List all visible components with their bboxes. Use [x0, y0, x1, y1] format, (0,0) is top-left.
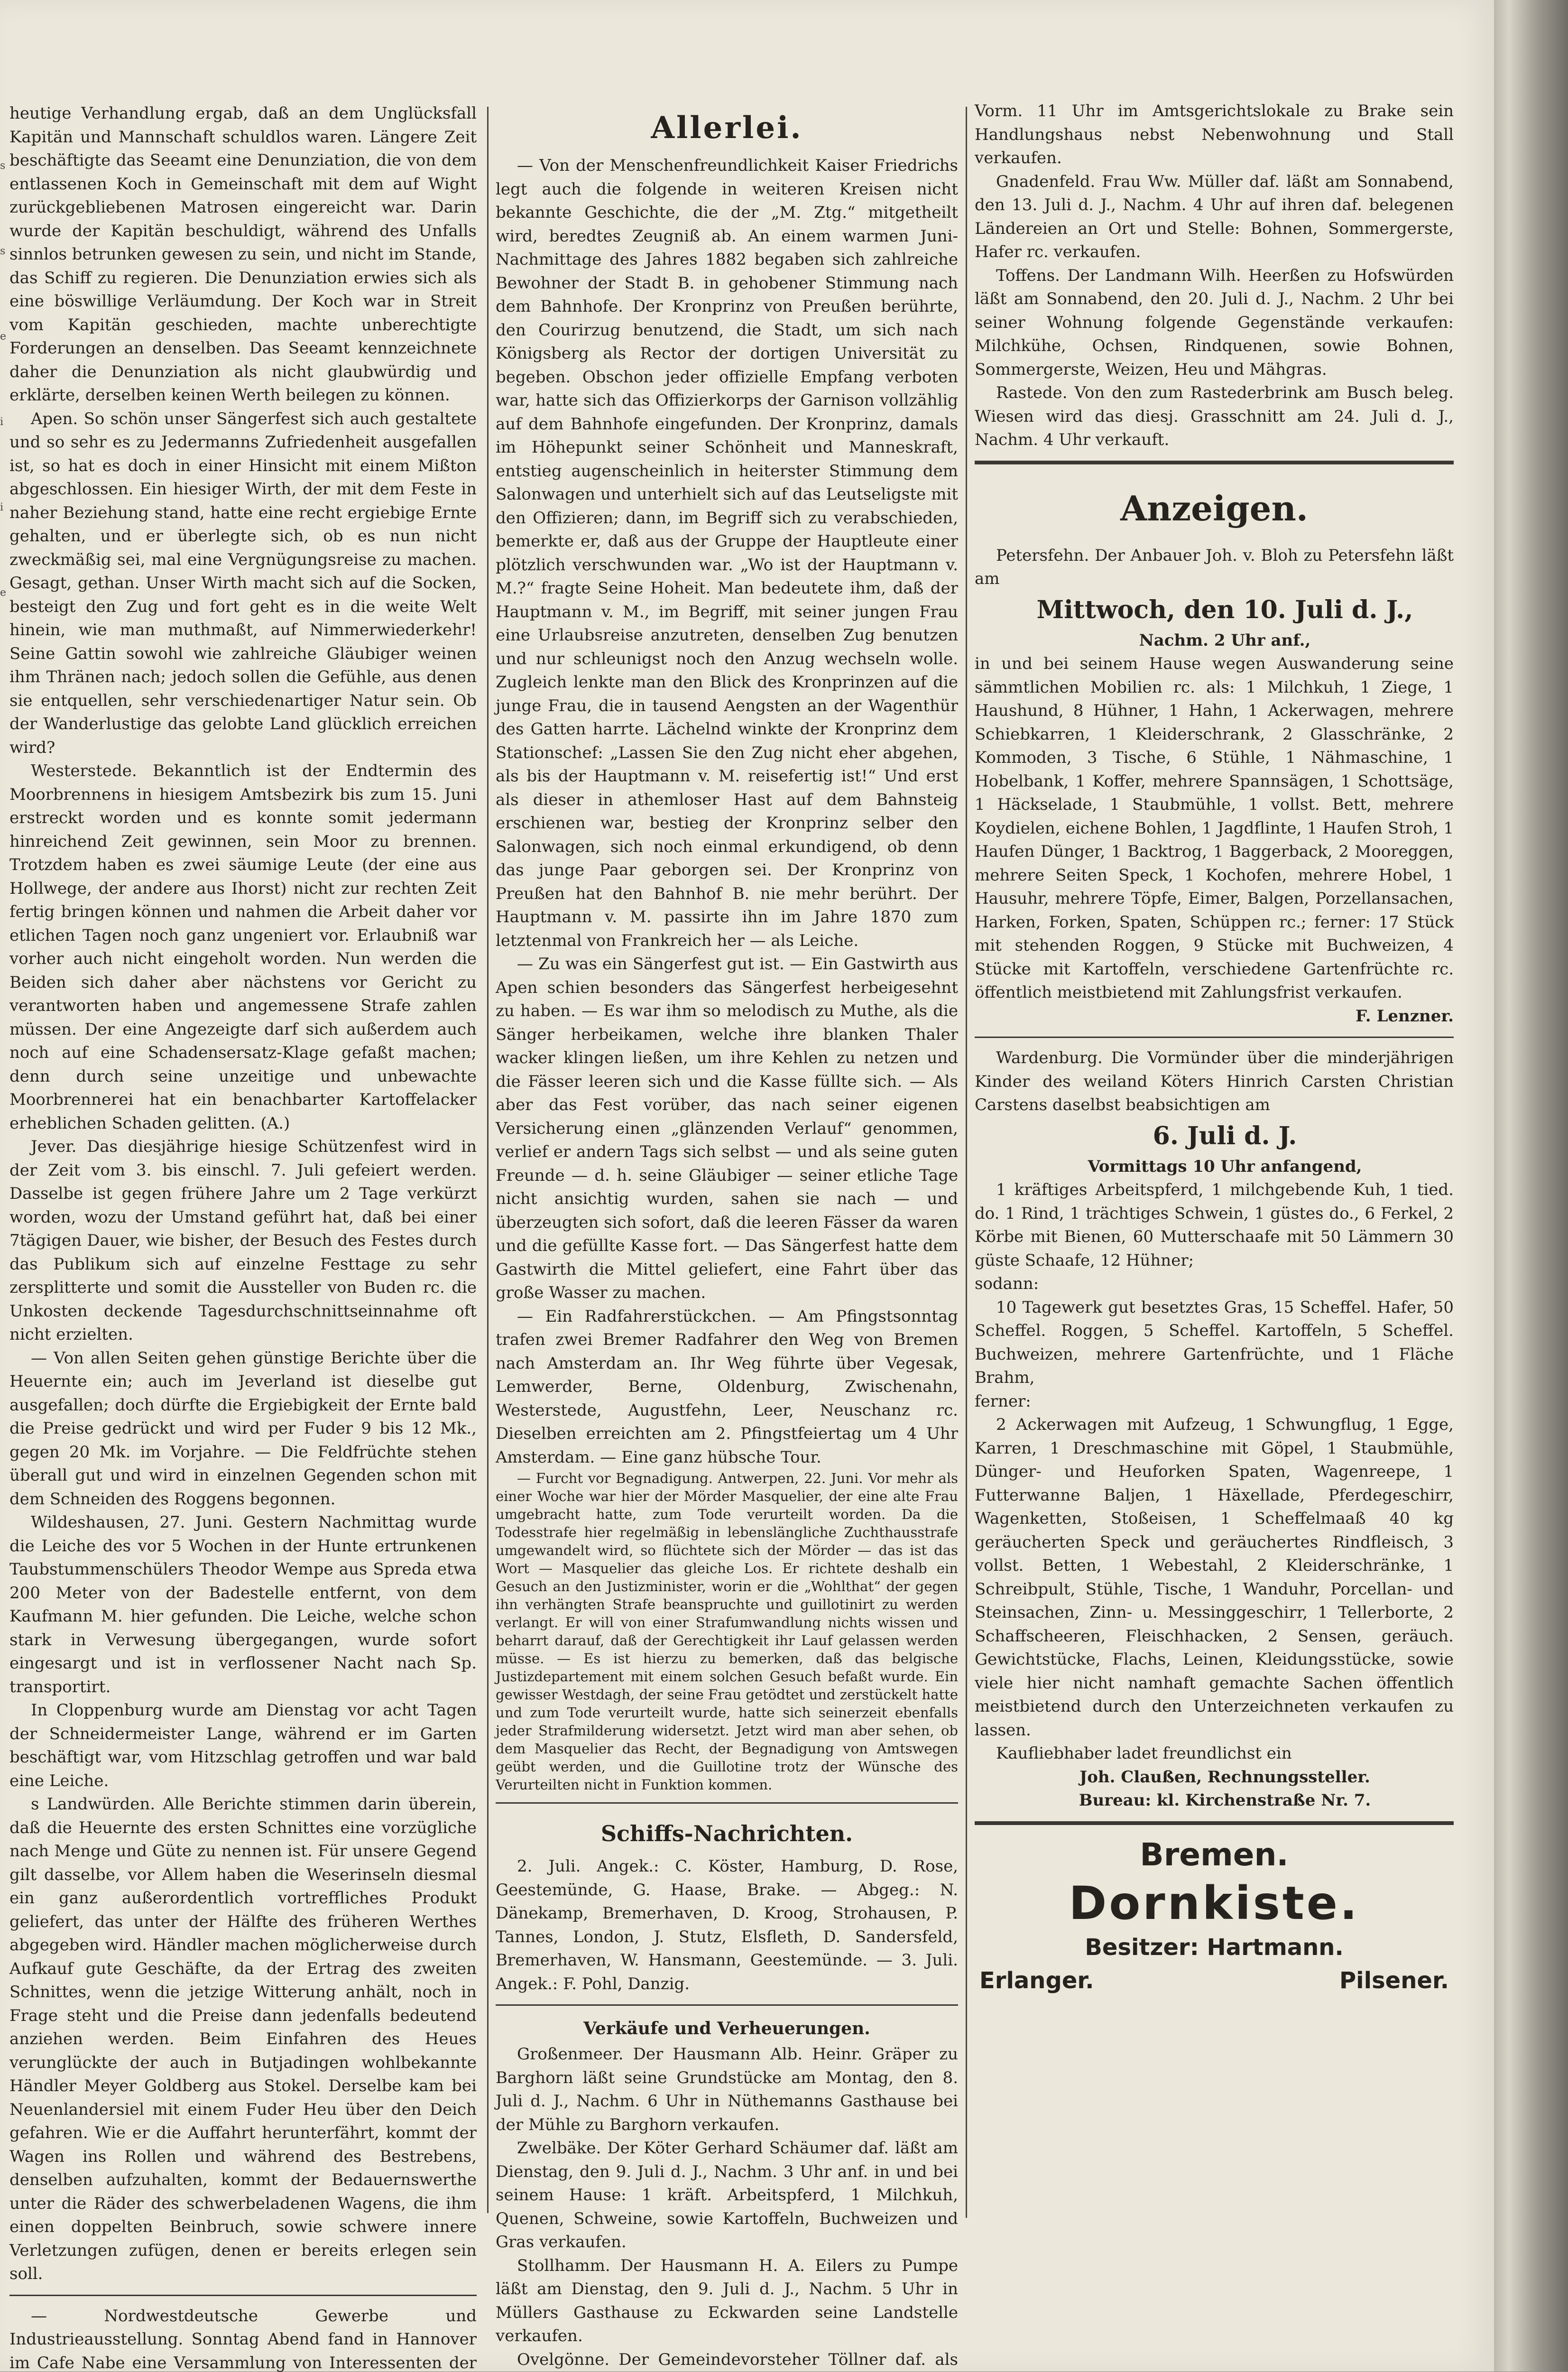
column-rule [966, 107, 967, 2218]
sale-notice: Stollhamm. Der Hausmann H. A. Eilers zu Pumpe läßt am Dienstag, den 9. Juli d. J., Nachm. 5 Uhr in Müllers Gasthause zu Eckwarden seine Landstelle verkaufen. [496, 2254, 958, 2348]
article-paragraph: Westerstede. Bekanntlich ist der Endtermin des Moorbrennens in hiesigem Amtsbezirk bis zum 15. Juni erstreckt worden und es konnte somit jedermann hinreichend Zeit gewinnen, sein Moor zu brennen. Trotzdem haben es zwei säumige Leute (der eine aus Hollwege, der andere aus Ihorst) nicht zur rechten Zeit fertig bringen können und nahmen die Arbeit daher vor etlichen Tagen noch ganz ungeniert vor. Erlaubniß war vorher auch nicht eingeholt worden. Nun werden die Beiden sich daher aber nächstens vor Gericht zu verantworten haben und angemessene Strafe zahlen müssen. Der eine Angezeigte darf sich außerdem auch noch auf eine Schadensersatz-Klage gefaßt machen; denn durch seine unzeitige und unbewachte Moorbrennerei hat ein benachbarter Kartoffelacker erheblichen Schaden gelitten. (A.) [9, 760, 477, 1135]
article-paragraph: — Zu was ein Sängerfest gut ist. — Ein Gastwirth aus Apen schien besonders das Sängerfest herbeigesehnt zu haben. — Es war ihm so melodisch zu Muthe, als die Sänger herbeikamen, welche ihre blanken Thaler wacker klingen ließen, um ihre Kehlen zu netzen und die Fässer leeren sich und die Kasse füllte sich. — Als aber das Fest vorüber, das nach seiner eigenen Versicherung einen „glänzenden Verlauf“ genommen, verlief er andern Tags sich selbst — und als seine guten Freunde — d. h. seine Gläubiger — seiner etliche Tage nicht ansichtig wurden, sahen sie nach — und überzeugten sich sofort, daß die leeren Fässer da waren und die gefüllte Kasse fort. — Das Sängerfest hatte dem Gastwirth die Mittel geliefert, eine Fahrt über das große Wasser zu machen. [496, 953, 958, 1305]
ad-intro: Petersfehn. Der Anbauer Joh. v. Bloh zu Petersfehn läßt am [975, 544, 1454, 591]
ad-label: ferner: [975, 1390, 1454, 1414]
divider [975, 461, 1454, 464]
section-title-verkaeufe: Verkäufe und Verheuerungen. [496, 2014, 958, 2043]
article-paragraph: In Cloppenburg wurde am Dienstag vor acht Tagen der Schneidermeister Lange, während er im Garten beschäftigt war, vom Hitzschlag getroffen und war bald eine Leiche. [9, 1699, 477, 1793]
advertisement-petersfehn [975, 544, 1454, 1028]
dornkiste-owner: Besitzer: Hartmann. [975, 1931, 1454, 1964]
article-paragraph: heutige Verhandlung ergab, daß an dem Unglücksfall Kapitän und Mannschaft schuldlos waren. Längere Zeit beschäftigte das Seeamt eine Denunziation, die von dem entlassenen Koch in Gemeinschaft mit dem auf Wight zurückgebliebenen Matrosen eingereicht war. Darin wurde der Kapitän beschuldigt, während des Unfalls sinnlos betrunken gewesen zu sein, und nicht im Stande, das Schiff zu regieren. Die Denunziation erwies sich als eine böswillige Verläumdung. Der Koch war in Streit vom Kapitän geschieden, machte unberechtigte Forderungen an denselben. Das Seeamt kennzeichnete daher die Denunziation als nicht glaubwürdig und erklärte, derselben keinen Werth beilegen zu können. [9, 102, 477, 408]
article-paragraph: Jever. Das diesjährige hiesige Schützenfest wird in der Zeit vom 3. bis einschl. 7. Juli gefeiert werden. Dasselbe ist gegen frühere Jahre um 2 Tage verkürzt worden, wozu der Umstand geführt hat, daß bei einer 7tägigen Dauer, wie bisher, der Besuch des Festes durch das Publikum sich auf einzelne Festtage zu sehr zersplitterte und somit die Aussteller von Buden rc. die Unkosten deckende Tagesdurchschnittseinnahme oft nicht erzielten. [9, 1135, 477, 1347]
sale-notice: Gnadenfeld. Frau Ww. Müller daf. läßt am Sonnabend, den 13. Juli d. J., Nachm. 4 Uhr auf ihren daf. belegenen Ländereien an Ort und Stelle: Bohnen, Sommergerste, Hafer rc. verkaufen. [975, 170, 1454, 264]
beer-erlanger: Erlanger. [979, 1964, 1094, 1997]
divider [975, 1037, 1454, 1038]
dornkiste-city: Bremen. [975, 1834, 1454, 1876]
divider [9, 2295, 477, 2296]
article-paragraph: — Von der Menschenfreundlichkeit Kaiser Friedrichs legt auch die folgende in weiteren Kreisen nicht bekannte Geschichte, die der „M. Ztg.“ mitgetheilt wird, beredtes Zeugniß ab. An einem warmen Juni-Nachmittage des Jahres 1882 begaben sich zahlreiche Bewohner der Stadt B. in gehobener Stimmung nach dem Bahnhofe. Der Kronprinz von Preußen berührte, den Courirzug benutzend, die Stadt, um sich nach Königsberg als Rector der dortigen Universität zu begeben. Obschon jeder offizielle Empfang verboten war, hatte sich das Offizierkorps der Garnison vollzählig auf dem Bahnhofe eingefunden. Der Kronprinz, damals im Höhepunkt seiner Schönheit und Manneskraft, entstieg augenscheinlich in heiterster Stimmung dem Salonwagen und unterhielt sich auf das Leutseligste mit den Offizieren; dann, im Begriff sich zu verabschieden, bemerkte er, daß aus der Gruppe der Hauptleute einer plötzlich verschwunden war. „Wo ist der Hauptmann v. M.?“ fragte Seine Hoheit. Man bedeutete ihm, daß der Hauptmann v. M., im Begriff, mit seiner jungen Frau eine Urlaubsreise anzutreten, denselben Zug benutzen und nur schleunigst noch den Anzug wechseln wolle. Zugleich lenkte man den Blick des Kronprinzen auf die junge Frau, die in tausend Aengsten an der Wagenthür des Gatten harrte. Lächelnd winkte der Kronprinz dem Stationschef: „Lassen Sie den Zug nicht eher abgehen, als bis der Hauptmann v. M. reisefertig ist!“ Und erst als dieser in athemloser Hast auf dem Bahnsteig erschienen war, bestieg der Kronprinz selber den Salonwagen, sich noch einmal erkundigend, ob denn das junge Paar geborgen sei. Der Kronprinz von Preußen hat den Bahnhof B. nie mehr berührt. Der Hauptmann v. M. passirte ihn im Jahre 1870 zum letztenmal von Frankreich her — als Leiche. [496, 154, 958, 953]
column-3 [975, 100, 1454, 1997]
sale-notice: Ovelgönne. Der Gemeindevorsteher Töllner daf. als [496, 2348, 958, 2372]
dornkiste-name: Dornkiste. [975, 1876, 1454, 1931]
article-paragraph: — Von allen Seiten gehen günstige Berichte über die Heuernte ein; auch im Jeverland ist dieselbe gut ausgefallen; doch dürfte die Ergiebigkeit der Ernte bald die Preise gedrückt und wird per Fuder 9 bis 12 Mk., gegen 20 Mk. im Vorjahre. — Die Feldfrüchte stehen überall gut und wird in einzelnen Gegenden schon mit dem Schneiden des Roggens begonnen. [9, 1347, 477, 1511]
ad-time: Vormittags 10 Uhr anfangend, [975, 1155, 1454, 1179]
ad-closing: Kaufliebhaber ladet freundlichst ein [975, 1742, 1454, 1766]
ad-body: 1 kräftiges Arbeitspferd, 1 milchgebende Kuh, 1 tied. do. 1 Rind, 1 trächtiges Schwein, 1 güstes do., 6 Ferkel, 2 Körbe mit Bienen, 60 Mutterschaafe mit 50 Lämmern 30 güste Schaafe, 12 Hühner; [975, 1178, 1454, 1272]
column-rule [487, 107, 489, 2213]
sale-notice: Vorm. 11 Uhr im Amtsgerichtslokale zu Brake sein Handlungshaus nebst Nebenwohnung und Stall verkaufen. [975, 100, 1454, 170]
article-paragraph: s Landwürden. Alle Berichte stimmen darin überein, daß die Heuernte des ersten Schnittes eine vorzügliche nach Menge und Güte zu nennen ist. Für unsere Gegend gilt dasselbe, vor Allem haben die Weserinseln diesmal ein ganz außerordentlich vortreffliches Produkt geliefert, das unter der Hälfte des früheren Werthes abgegeben wird. Händler machen möglicherweise durch Aufkauf gute Geschäfte, da der Ertrag des zweiten Schnittes, wenn die jetzige Witterung anhält, noch in Frage steht und die Preise dann jedenfalls bedeutend anziehen werden. Beim Einfahren des Heues verunglückte der auch in Butjadingen wohlbekannte Händler Meyer Goldberg aus Stokel. Derselbe kam bei Neuenlandersiel mit einem Fuder Heu über den Deich gefahren. Wie er die Auffahrt herunterfährt, kommt der Wagen ins Rollen und während des Bestrebens, denselben aufzuhalten, kommt der Bedauernswerthe unter die Räder des schwerbeladenen Wagens, die ihm einen doppelten Beinbruch, sowie schwere innere Verletzungen zufügen, denen er bereits erlegen sein soll. [9, 1793, 477, 2286]
ad-body: 2 Ackerwagen mit Aufzeug, 1 Schwungflug, 1 Egge, Karren, 1 Dreschmaschine mit Göpel, 1 Staubmühle, Dünger- und Heuforken Spaten, Wagenreepe, 1 Futterwanne Baljen, 1 Häxellade, Pferdegeschirr, Wagenketten, Stoßeisen, 1 Scheffelmaaß 40 kg geräucherten Speck und geräuchertes Rindfleisch, 3 vollst. Betten, 1 Webestahl, 2 Kleiderschränke, 1 Schreibpult, Stühle, Tische, 1 Wanduhr, Porcellan- und Steinsachen, Zinn- u. Messinggeschirr, 1 Tellerborte, 2 Schaffscheeren, Fleischhacken, 2 Sensen, geräuch. Gewichtstücke, Flachs, Leinen, Kleidungsstücke, sowie viele hier nicht namhaft gemachte Sachen öffentlich meistbietend durch den Unterzeichneten verkaufen zu lassen. [975, 1413, 1454, 1742]
column-1 [9, 102, 477, 2372]
sale-notice: Zwelbäke. Der Köter Gerhard Schäumer daf. läßt am Dienstag, den 9. Juli d. J., Nachm. 3 Uhr anf. in und bei seinem Hause: 1 kräft. Arbeitspferd, 1 Milchkuh, Quenen, Schweine, sowie Kartoffeln, Buchweizen und Gras verkaufen. [496, 2137, 958, 2254]
ad-time: Nachm. 2 Uhr anf., [975, 629, 1454, 653]
ad-date: Mittwoch, den 10. Juli d. J., [975, 591, 1454, 629]
shipping-news: 2. Juli. Angek.: C. Köster, Hamburg, D. Rose, Geestemünde, G. Haase, Brake. — Abgeg.: N. Dänekamp, Bremerhaven, D. Kroog, Strohausen, P. Tannes, London, J. Stutz, Elsfleth, D. Sandersfeld, Bremerhaven, W. Hansmann, Geestemünde. — 3. Juli. Angek.: F. Pohl, Danzig. [496, 1855, 958, 1996]
advertisement-wardenburg [975, 1047, 1454, 1813]
sale-notice: Toffens. Der Landmann Wilh. Heerßen zu Hofswürden läßt am Sonnabend, den 20. Juli d. J., Nachm. 2 Uhr bei seiner Wohnung folgende Gegenstände verkaufen: Milchkühe, Ochsen, Rindquenen, sowie Bohnen, Sommergerste, Weizen, Heu und Mähgras. [975, 264, 1454, 382]
article-paragraph: — Ein Radfahrerstückchen. — Am Pfingstsonntag trafen zwei Bremer Radfahrer den Weg von Bremen nach Amsterdam an. Ihr Weg führte über Vegesak, Lemwerder, Berne, Oldenburg, Zwischenahn, Westerstede, Augustfehn, Leer, Neuschanz rc. Dieselben erreichten am 2. Pfingstfeiertag um 4 Uhr Amsterdam. — Eine ganz hübsche Tour. [496, 1305, 958, 1470]
ad-label: sodann: [975, 1272, 1454, 1296]
sale-notice: Großenmeer. Der Hausmann Alb. Heinr. Gräper zu Barghorn läßt seine Grundstücke am Montag, den 8. Juli d. J., Nachm. 6 Uhr in Nüthemanns Gasthause bei der Mühle zu Barghorn verkaufen. [496, 2043, 958, 2137]
divider [975, 1821, 1454, 1825]
beer-pilsener: Pilsener. [1339, 1964, 1449, 1997]
dornkiste-beers [975, 1964, 1454, 1997]
section-title-allerlei: Allerlei. [496, 102, 958, 154]
article-paragraph: — Nordwestdeutsche Gewerbe und Industrieausstellung. Sonntag Abend fand in Hannover im Cafe Nabe eine Versammlung von Interessenten der [9, 2305, 477, 2372]
article-paragraph: Wildeshausen, 27. Juni. Gestern Nachmittag wurde die Leiche des vor 5 Wochen in der Hunte ertrunkenen Taubstummenschülers Theodor Wempe aus Spreda etwa 200 Meter von der Badestelle entfernt, von dem Kaufmann M. hier gefunden. Die Leiche, welche schon stark in Verwesung übergegangen, wurde sofort eingesargt und ist in verflossener Nacht nach Sp. transportirt. [9, 1511, 477, 1699]
article-paragraph: Apen. So schön unser Sängerfest sich auch gestaltete und so sehr es zu Jedermanns Zufriedenheit ausgefallen ist, so hat es doch in einer Hinsicht mit einem Mißton abgeschlossen. Ein hiesiger Wirth, der mit dem Feste in naher Beziehung stand, hatte eine recht ergiebige Ernte gehalten, und er überlegte sich, ob es nun nicht zweckmäßig sei, mal eine Vergnügungsreise zu machen. Gesagt, gethan. Unser Wirth macht sich auf die Socken, besteigt den Zug und fort geht es in die weite Welt hinein, wie man muthmaßt, auf Nimmerwiederkehr! Seine Gattin sowohl wie zahlreiche Gläubiger weinen ihm Thränen nach; jedoch sollen die Gefühle, aus denen sie entquellen, sehr verschiedenartiger Natur sein. Ob der Wanderlustige das gelobte Land glücklich erreichen wird? [9, 408, 477, 760]
ad-intro: Wardenburg. Die Vormünder über die minderjährigen Kinder des weiland Köters Hinrich Carsten Christian Carstens daselbst beabsichtigen am [975, 1047, 1454, 1117]
ad-signature: F. Lenzner. [975, 1005, 1454, 1028]
ad-body: in und bei seinem Hause wegen Auswanderung seine sämmtlichen Mobilien rc. als: 1 Milchkuh, 1 Ziege, 1 Haushund, 8 Hühner, 1 Hahn, 1 Ackerwagen, mehrere Schiebkarren, 1 Kleiderschrank, 2 Glasschränke, 2 Kommoden, 3 Tische, 6 Stühle, 1 Nähmaschine, 1 Hobelbank, 1 Koffer, mehrere Spannsägen, 1 Schottsäge, 1 Häckselade, 1 Staubmühle, 1 vollst. Bett, mehrere Koydielen, eichene Bohlen, 1 Jagdflinte, 1 Haufen Stroh, 1 Haufen Dünger, 1 Backtrog, 1 Baggerback, 2 Mooreggen, mehrere Seiten Speck, 1 Kochofen, mehrere Hobel, 1 Hausuhr, mehrere Töpfe, Eimer, Balgen, Porzellansachen, Harken, Forken, Spaten, Schüppen rc.; ferner: 17 Stück mit stehenden Roggen, 9 Stücke mit Buchweizen, 4 Stücke mit Kartoffeln, verschiedene Gartenfrüchte rc. öffentlich meistbietend mit Zahlungsfrist verkaufen. [975, 652, 1454, 1005]
margin-marks: s s e i i e [0, 123, 7, 636]
article-smallprint: — Furcht vor Begnadigung. Antwerpen, 22. Juni. Vor mehr als einer Woche war hier der Mörder Masquelier, der eine alte Frau umgebracht hatte, zum Tode verurteilt worden. Da die Todesstrafe hier regelmäßig in lebenslängliche Zuchthausstrafe umgewandelt wird, so flüchtete sich der Mörder — das ist das Wort — Masquelier das gleiche Los. Er richtete deshalb ein Gesuch an den Justizminister, worin er die „Wohlthat“ der gegen ihn verhängten Strafe beanspruchte und guillotinirt zu werden verlangt. Er will von einer Strafumwandlung nichts wissen und beharrt darauf, daß der Gerechtigkeit ihr Lauf gelassen werden müsse. — Es ist hierzu zu bemerken, daß das belgische Justizdepartement mit einem solchen Gesuch befaßt wurde. Ein gewisser Westdagh, der seine Frau getödtet und zerstückelt hatte und zum Tode verurteilt wurde, hatte sich seinerzeit ebenfalls jeder Strafmilderung widersetzt. Jetzt wird man aber sehen, ob dem Masquelier das Recht, der Begnadigung von Amtswegen geübt werden, und die Guillotine trotz der Wünsche des Verurteilten nicht in Funktion kommen. [496, 1469, 958, 1794]
divider [496, 1802, 958, 1804]
column-2 [496, 102, 958, 2372]
ad-date: 6. Juli d. J. [975, 1117, 1454, 1155]
book-edge [1494, 0, 1568, 2372]
sale-notice: Rastede. Von den zum Rastederbrink am Busch beleg. Wiesen wird das diesj. Grasschnitt am 24. Juli d. J., Nachm. 4 Uhr verkauft. [975, 381, 1454, 452]
ad-body: 10 Tagewerk gut besetztes Gras, 15 Scheffel. Hafer, 50 Scheffel. Roggen, 5 Scheffel. Kartoffeln, 5 Scheffel. Buchweizen, mehrere Gartenfrüchte, und 1 Fläche Brahm, [975, 1296, 1454, 1390]
advertisement-dornkiste [975, 1834, 1454, 1997]
ad-signature: Joh. Claußen, Rechnungssteller. [975, 1766, 1454, 1789]
section-title-schiffs: Schiffs-Nachrichten. [496, 1812, 958, 1855]
section-title-anzeigen: Anzeigen. [975, 473, 1454, 544]
divider [496, 2004, 958, 2006]
ad-address: Bureau: kl. Kirchenstraße Nr. 7. [975, 1789, 1454, 1813]
